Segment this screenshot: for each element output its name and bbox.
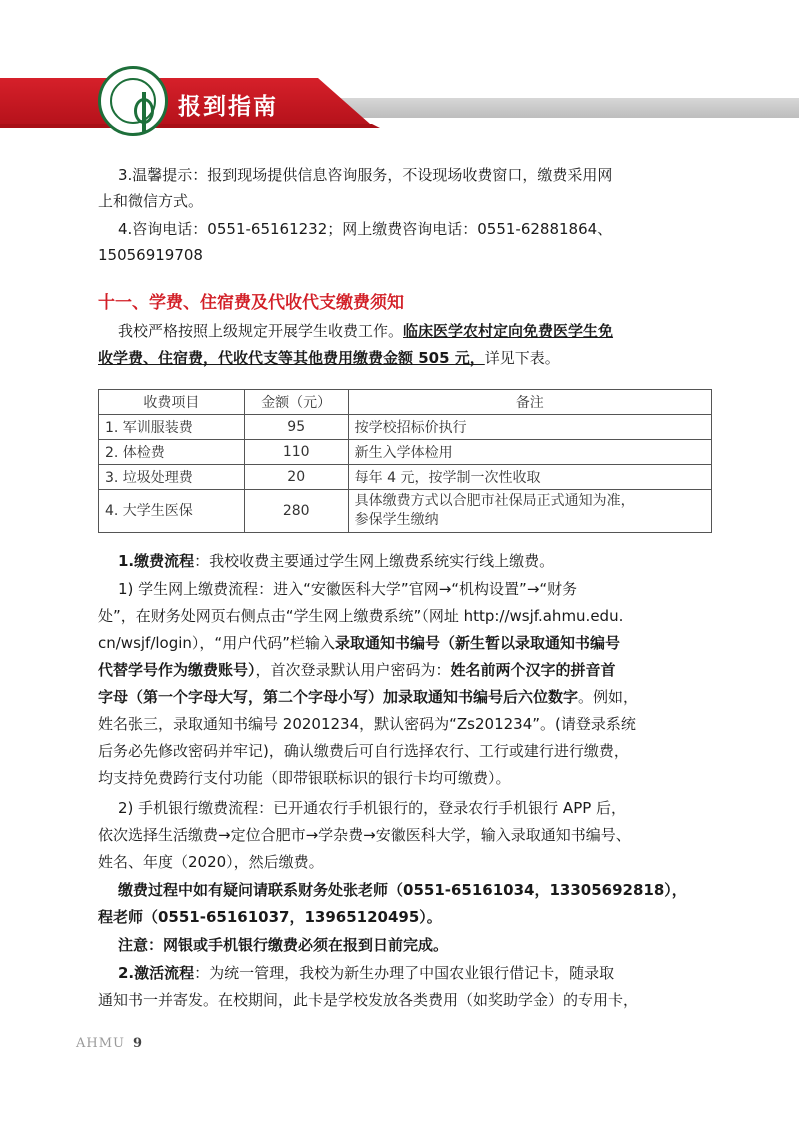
phone-line-2: 15056919708 bbox=[98, 246, 203, 264]
fee-intro-normal: 我校严格按照上级规定开展学生收费工作。 bbox=[118, 322, 404, 340]
online-step-line-1: 1) 学生网上缴费流程：进入“安徽医科大学”官网→“机构设置”→“财务 bbox=[118, 580, 578, 598]
fee-intro-amount: 收学费、住宿费，代收代支等其他费用缴费金额 505 元， bbox=[98, 349, 485, 367]
fee-table-header bbox=[99, 390, 712, 415]
online-step-line-4 bbox=[98, 657, 712, 683]
fee-table bbox=[98, 389, 712, 533]
online-step-line-5-bold: 字母（第一个字母大写，第二个字母小写）加录取通知书编号后六位数字 bbox=[98, 688, 579, 706]
header-item: 收费项目 bbox=[99, 390, 245, 415]
header-title: 报到指南 bbox=[178, 94, 278, 120]
activation-label: 2.激活流程 bbox=[118, 964, 195, 982]
fee-intro-line-1 bbox=[118, 318, 732, 344]
tip-line-1: 3.温馨提示：报到现场提供信息咨询服务，不设现场收费窗口，缴费采用网 bbox=[118, 166, 613, 184]
online-step-line-7: 后务必先修改密码并牢记)，确认缴费后可自行选择农行、工行或建行进行缴费， bbox=[98, 742, 629, 760]
mobile-step-line-1: 2) 手机银行缴费流程：已开通农行手机银行的，登录农行手机银行 APP 后， bbox=[118, 799, 627, 817]
row-item: 1. 军训服装费 bbox=[99, 415, 245, 440]
online-step-line-3-text: cn/wsjf/login），“用户代码”栏输入 bbox=[98, 634, 335, 652]
payment-process-text: ：我校收费主要通过学生网上缴费系统实行线上缴费。 bbox=[194, 552, 555, 570]
contact-line-1: 缴费过程中如有疑问请联系财务处张老师（0551-65161034，13305692818）， bbox=[118, 881, 687, 899]
header-note: 备注 bbox=[348, 390, 711, 415]
snake-icon bbox=[134, 98, 154, 124]
table-row bbox=[99, 490, 712, 533]
online-step-line-4-bold-2: 姓名前两个汉字的拼音首 bbox=[450, 661, 616, 679]
row-note: 按学校招标价执行 bbox=[348, 415, 711, 440]
mobile-step-line-2: 依次选择生活缴费→定位合肥市→学杂费→安徽医科大学，输入录取通知书编号、 bbox=[98, 826, 631, 844]
section-heading: 十一、学费、住宿费及代收代支缴费须知 bbox=[98, 293, 404, 313]
row-note: 每年 4 元，按学制一次性收取 bbox=[348, 465, 711, 490]
activation-line-2: 通知书一并寄发。在校期间，此卡是学校发放各类费用（如奖助学金）的专用卡， bbox=[98, 991, 639, 1009]
online-step-line-2: 处”，在财务处网页右侧点击“学生网上缴费系统”（网址 http://wsjf.ahmu.edu. bbox=[98, 607, 624, 625]
tip-line-2: 上和微信方式。 bbox=[98, 192, 204, 210]
fee-intro-emphasis: 临床医学农村定向免费医学生免 bbox=[403, 322, 614, 340]
university-seal-logo bbox=[98, 66, 168, 136]
row-note bbox=[348, 490, 711, 533]
contact-line-2: 程老师（0551-65161037，13965120495）。 bbox=[98, 908, 442, 926]
header-red-underline bbox=[0, 124, 380, 128]
row-item: 3. 垃圾处理费 bbox=[99, 465, 245, 490]
table-row bbox=[99, 465, 712, 490]
footer-brand: AHMU bbox=[76, 1036, 125, 1051]
payment-process-label: 1.缴费流程 bbox=[118, 552, 195, 570]
row-amount: 95 bbox=[244, 415, 348, 440]
online-step-line-5-text: 。例如， bbox=[578, 688, 639, 706]
row-item: 2. 体检费 bbox=[99, 440, 245, 465]
table-row bbox=[99, 415, 712, 440]
header-amount: 金额（元） bbox=[244, 390, 348, 415]
row-amount: 280 bbox=[244, 490, 348, 533]
table-row bbox=[99, 440, 712, 465]
row-amount: 20 bbox=[244, 465, 348, 490]
row-amount: 110 bbox=[244, 440, 348, 465]
online-step-line-6: 姓名张三，录取通知书编号 20201234，默认密码为“Zs201234”。(请登录系统 bbox=[98, 715, 636, 733]
row-item: 4. 大学生医保 bbox=[99, 490, 245, 533]
row-note-line-2: 参保学生缴纳 bbox=[354, 512, 439, 528]
seal-inner-ring bbox=[110, 78, 156, 124]
fee-intro-see-table: 详见下表。 bbox=[484, 349, 560, 367]
payment-process-title bbox=[118, 548, 732, 574]
online-step-line-3 bbox=[98, 630, 712, 656]
row-note-line-1: 具体缴费方式以合肥市社保局正式通知为准， bbox=[354, 493, 635, 509]
deadline-notice: 注意：网银或手机银行缴费必须在报到日前完成。 bbox=[118, 936, 449, 954]
online-step-line-4-text: ，首次登录默认用户密码为： bbox=[255, 661, 451, 679]
mobile-step-line-3: 姓名、年度（2020），然后缴费。 bbox=[98, 853, 324, 871]
phone-line-1: 4.咨询电话：0551-65161232；网上缴费咨询电话：0551-62881864、 bbox=[118, 220, 613, 238]
activation-text: ：为统一管理，我校为新生办理了中国农业银行借记卡，随录取 bbox=[194, 964, 615, 982]
online-step-line-5 bbox=[98, 684, 712, 710]
online-step-line-8: 均支持免费跨行支付功能（即带银联标识的银行卡均可缴费）。 bbox=[98, 769, 511, 787]
fee-intro-line-2 bbox=[98, 345, 712, 371]
activation-title bbox=[118, 960, 732, 986]
row-note: 新生入学体检用 bbox=[348, 440, 711, 465]
online-step-line-3-bold: 录取通知书编号（新生暂以录取通知书编号 bbox=[334, 634, 620, 652]
online-step-line-4-bold: 代替学号作为缴费账号） bbox=[98, 661, 256, 679]
page-footer bbox=[76, 1036, 143, 1051]
page-number: 9 bbox=[133, 1036, 144, 1051]
